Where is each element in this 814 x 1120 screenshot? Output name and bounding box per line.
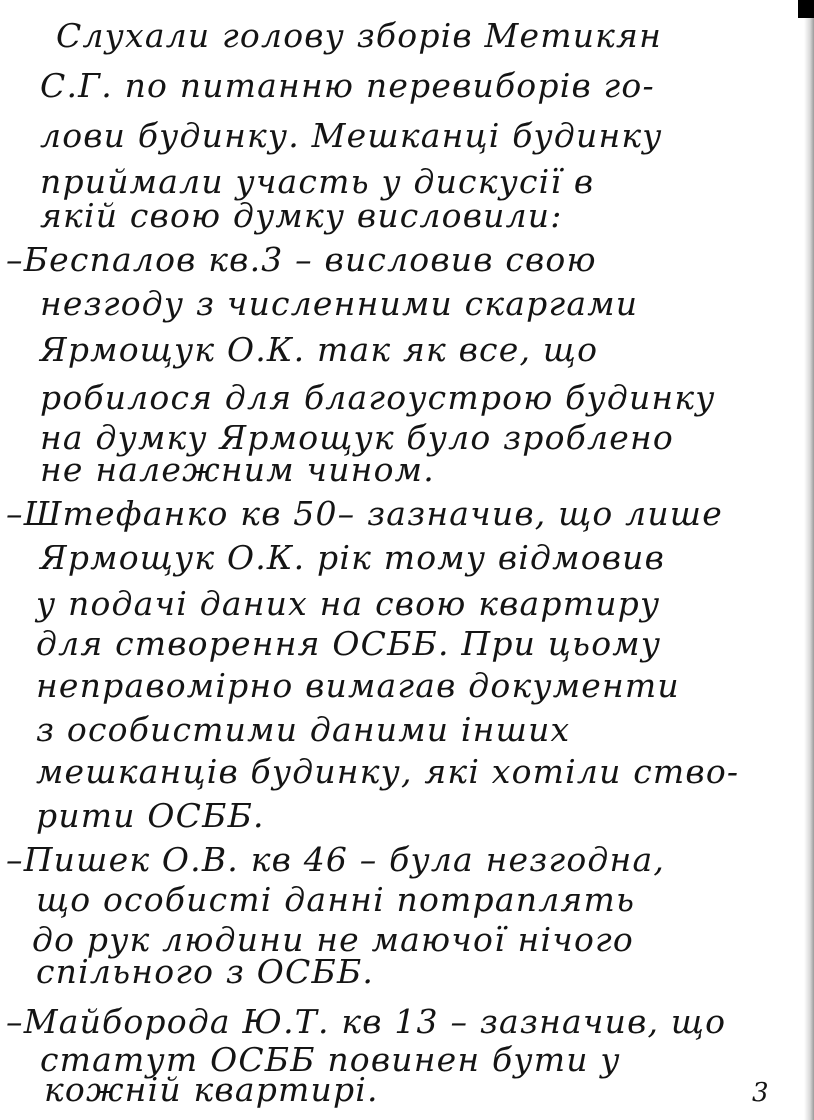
text-line: –Пишек О.В. кв 46 – була незгодна, [6, 840, 666, 879]
text-line: неправомірно вимагав документи [36, 666, 680, 705]
text-line: Слухали голову зборів Метикян [56, 16, 663, 55]
text-line: якій свою думку висловили: [40, 196, 563, 235]
text-line: С.Г. по питанню перевиборів го- [40, 66, 655, 105]
text-line: приймали участь у дискусії в [40, 162, 595, 201]
text-line: кожній квартирі. [44, 1070, 379, 1109]
text-line: Ярмощук О.К. рік тому відмовив [40, 538, 666, 577]
page-number: 3 [752, 1078, 769, 1108]
text-line: до рук людини не маючої нічого [32, 920, 634, 959]
text-line: –Штефанко кв 50– зазначив, що лише [6, 494, 723, 533]
text-line: з особистими даними інших [36, 710, 571, 749]
text-line: у подачі даних на свою квартиру [36, 584, 661, 623]
text-line: що особисті данні потраплять [36, 880, 636, 919]
text-line: мешканців будинку, які хотіли ство- [36, 752, 740, 791]
text-line: Ярмощук О.К. так як все, що [40, 330, 599, 369]
text-line: для створення ОСББ. При цьому [36, 624, 662, 663]
text-line: –Майборода Ю.Т. кв 13 – зазначив, що [6, 1002, 727, 1041]
text-line: лови будинку. Мешканці будинку [40, 116, 663, 155]
text-line: робилося для благоустрою будинку [40, 378, 716, 417]
text-line: спільного з ОСББ. [36, 952, 375, 991]
text-line: статут ОСББ повинен бути у [40, 1040, 621, 1079]
text-line: незгоду з численними скаргами [40, 284, 639, 323]
text-line: рити ОСББ. [36, 796, 265, 835]
text-line: на думку Ярмощук було зроблено [40, 418, 674, 457]
text-line: –Беспалов кв.3 – висловив свою [6, 240, 597, 279]
text-line: не належним чином. [40, 450, 435, 489]
